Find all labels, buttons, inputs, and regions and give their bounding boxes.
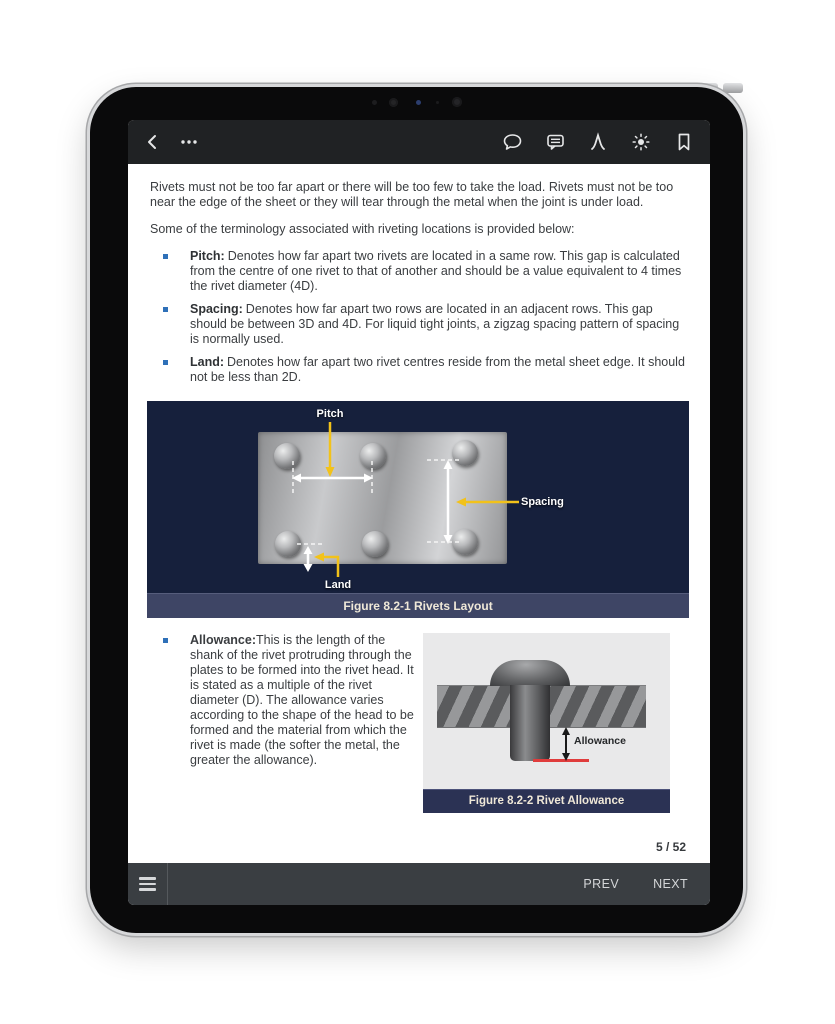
back-icon[interactable]: [142, 131, 164, 153]
figure1-caption: Figure 8.2-1 Rivets Layout: [147, 593, 689, 618]
label-pitch: Pitch: [316, 408, 344, 420]
reader-app-screen: [128, 120, 710, 905]
chat-icon[interactable]: [501, 131, 523, 153]
bullet-term: Spacing:: [190, 302, 243, 316]
front-camera-icon: [452, 97, 462, 107]
figure2-caption: Figure 8.2-2 Rivet Allowance: [423, 789, 670, 813]
front-camera-lens-icon: [416, 100, 421, 105]
bullet-square-icon: [163, 254, 168, 259]
label-land: Land: [324, 579, 352, 591]
figure-rivet-allowance: [423, 633, 670, 813]
reader-toolbar: [128, 120, 710, 164]
menu-icon[interactable]: [128, 863, 167, 905]
bullet-text: Denotes how far apart two rows are located in an adjacent rows. This gap should be between 3D and 4D. For liquid tight joints, a zigzag spacing pattern of spacing is normally used.: [190, 302, 680, 346]
label-spacing: Spacing: [521, 496, 564, 508]
bullet-text: This is the length of the shank of the rivet protruding through the plates to be formed into the rivet head. It is stated as a multiple of the rivet diameter (D). The allowance varies according to the shape of the head to be formed and the material from which the rivet is made (the softer the metal, the greater the allowance).: [190, 633, 414, 767]
bookmark-icon[interactable]: [673, 131, 695, 153]
bullet-square-icon: [163, 638, 168, 643]
terminology-paragraph: Some of the terminology associated with riveting locations is provided below:: [150, 222, 575, 236]
prev-page-button[interactable]: PREV: [583, 877, 620, 891]
front-camera-icon: [389, 98, 398, 107]
bullet-text: Denotes how far apart two rivet centres reside from the metal sheet edge. It should not be less than 2D.: [190, 355, 685, 384]
intro-paragraph: Rivets must not be too far apart or there will be too few to take the load. Rivets must not be too near the edge of the sheet or they will tear through the metal when the joint is under load.: [150, 180, 674, 209]
bullet-allowance: [150, 633, 418, 768]
brightness-icon[interactable]: [630, 131, 652, 153]
bottom-bar-divider: [167, 863, 168, 905]
bullet-term: Land:: [190, 355, 225, 369]
page-indicator: 5 / 52: [655, 840, 686, 854]
bullet-square-icon: [163, 360, 168, 365]
figure-annotations: [147, 401, 689, 594]
bullet-text: Denotes how far apart two rivets are located in a same row. This gap is calculated from the centre of one rivet to that of another and should be a value equivalent to 4 times the rivet diameter (4D).: [190, 249, 682, 293]
bullet-square-icon: [163, 307, 168, 312]
figure-rivets-layout: [147, 401, 689, 618]
next-page-button[interactable]: NEXT: [653, 877, 688, 891]
allowance-section: [150, 633, 688, 813]
allowance-arrow: [423, 633, 670, 790]
reader-bottom-bar: [128, 863, 710, 905]
document-page: [128, 164, 710, 863]
front-sensor-dot: [436, 101, 439, 104]
volume-down-button: [723, 83, 743, 93]
comments-icon[interactable]: [544, 131, 566, 153]
bullet-land: [150, 355, 688, 385]
tablet-device-frame: [90, 87, 743, 933]
bullet-spacing: [150, 302, 688, 347]
more-icon[interactable]: [178, 131, 200, 153]
front-sensor-dot: [372, 100, 377, 105]
bullet-term: Pitch:: [190, 249, 225, 263]
label-allowance: Allowance: [574, 735, 626, 747]
bullet-term: Allowance:: [190, 633, 256, 647]
bullet-pitch: [150, 249, 688, 294]
font-settings-icon[interactable]: [587, 131, 609, 153]
